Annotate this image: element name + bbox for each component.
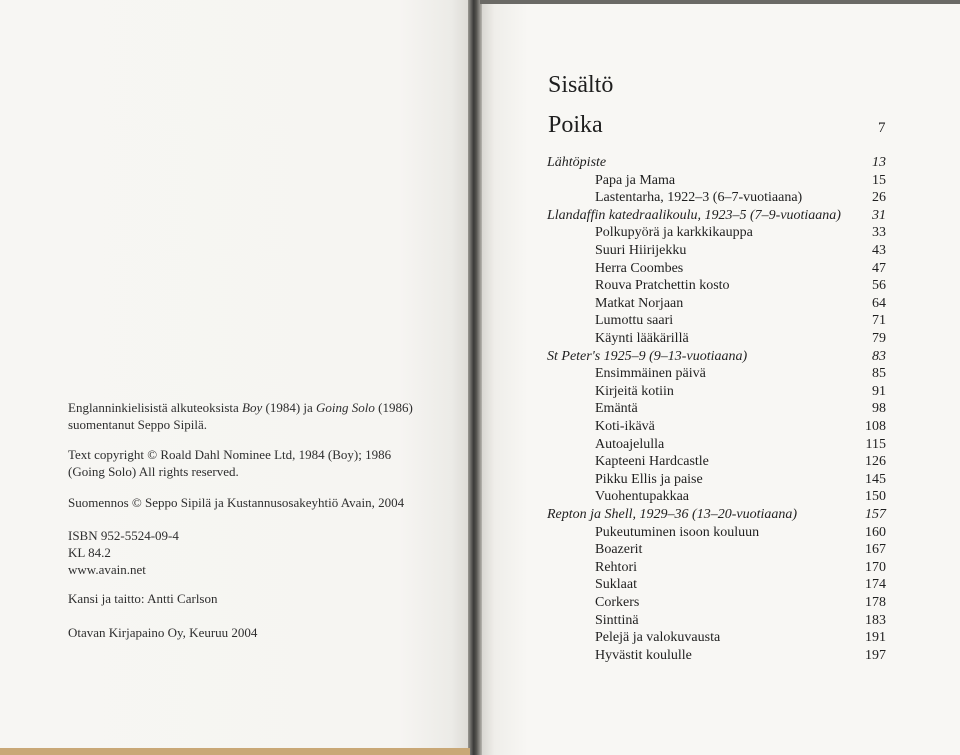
toc-entry-page: 160 bbox=[865, 524, 886, 540]
toc-chapter-row bbox=[595, 260, 886, 278]
toc-entry-label: Lastentarha, 1922–3 (6–7-vuotiaana) bbox=[595, 190, 803, 206]
toc-chapter-row bbox=[595, 418, 886, 436]
toc-entry-label: Matkat Norjaan bbox=[595, 295, 684, 311]
toc-entry-label: Rehtori bbox=[595, 559, 637, 575]
toc-entry-label: Kirjeitä kotiin bbox=[595, 383, 674, 399]
toc-chapter-row bbox=[595, 189, 886, 207]
toc-entry-page: 191 bbox=[865, 630, 886, 646]
toc-chapter-row bbox=[595, 330, 886, 348]
toc-entry-label: Suuri Hiirijekku bbox=[595, 243, 687, 258]
toc-chapter-row bbox=[595, 559, 886, 577]
toc-section-row bbox=[547, 506, 886, 524]
toc-entry-label: Pukeutuminen isoon kouluun bbox=[595, 524, 760, 540]
toc-entry-page: 64 bbox=[872, 295, 886, 311]
toc-chapter-row bbox=[595, 295, 886, 313]
toc-chapter-row bbox=[595, 400, 886, 418]
toc-chapter-row bbox=[595, 172, 886, 190]
isbn: ISBN 952-5524-09-4 bbox=[68, 528, 179, 543]
toc-entry-label: Vuohentupakkaa bbox=[595, 489, 690, 505]
toc-entry-label: Repton ja Shell, 1929–36 (13–20-vuotiaana) bbox=[547, 507, 798, 522]
toc-entry-label: Polkupyörä ja karkkikauppa bbox=[595, 225, 753, 241]
toc-entry-page: 167 bbox=[865, 542, 886, 558]
part-title: Poika bbox=[548, 112, 603, 138]
toc-section-row bbox=[547, 154, 886, 172]
translation-year-1: (1984) ja bbox=[262, 400, 317, 415]
toc-chapter-row bbox=[595, 541, 886, 559]
toc-entry-label: Lumottu saari bbox=[595, 313, 674, 329]
toc-chapter-row bbox=[595, 488, 886, 506]
toc-entry-page: 115 bbox=[865, 436, 886, 452]
toc-entry-page: 91 bbox=[872, 383, 886, 399]
publisher-website: www.avain.net bbox=[68, 562, 146, 577]
toc-entry-label: Kapteeni Hardcastle bbox=[595, 454, 709, 470]
copyright-line-2: (Going Solo) All rights reserved. bbox=[68, 464, 239, 479]
translation-year-2: (1986) bbox=[374, 400, 413, 415]
toc-entry-label: Rouva Pratchettin kosto bbox=[595, 278, 730, 294]
toc-entry-page: 145 bbox=[865, 471, 886, 487]
toc-entry-label: Hyvästit koululle bbox=[595, 647, 692, 663]
toc-entry-page: 183 bbox=[865, 612, 886, 628]
toc-entry-page: 83 bbox=[872, 348, 886, 364]
translator-line: suomentanut Seppo Sipilä. bbox=[68, 417, 208, 432]
translation-text: Englanninkielisistä alkuteoksista bbox=[68, 400, 243, 415]
part-page-number: 7 bbox=[878, 120, 886, 136]
toc-chapter-row bbox=[595, 647, 886, 665]
toc-entry-label: Boazerit bbox=[595, 542, 643, 558]
toc-chapter-row bbox=[595, 365, 886, 383]
toc-entry-label: Autoajelulla bbox=[595, 436, 665, 452]
toc-title: Sisältö bbox=[548, 72, 614, 98]
toc-entry-page: 15 bbox=[872, 172, 886, 188]
toc-entry-page: 31 bbox=[872, 207, 886, 223]
toc-entry-label: St Peter's 1925–9 (9–13-vuotiaana) bbox=[547, 348, 748, 364]
toc-entry-label: Ensimmäinen päivä bbox=[595, 366, 706, 382]
toc-chapter-row bbox=[595, 524, 886, 542]
toc-section-row bbox=[547, 348, 886, 366]
toc-chapter-row bbox=[595, 436, 886, 454]
original-title-boy: Boy bbox=[242, 400, 263, 415]
toc-chapter-row bbox=[595, 576, 886, 594]
toc-entry-page: 79 bbox=[872, 331, 886, 346]
toc-entry-page: 56 bbox=[872, 278, 886, 294]
toc-entry-page: 108 bbox=[865, 419, 886, 434]
toc-entry-page: 71 bbox=[872, 313, 886, 329]
toc-entry-label: Pelejä ja valokuvausta bbox=[595, 630, 721, 646]
toc-chapter-row bbox=[595, 453, 886, 471]
toc-entry-label: Suklaat bbox=[595, 577, 637, 593]
toc-entry-label: Llandaffin katedraalikoulu, 1923–5 (7–9-vuotiaana) bbox=[547, 207, 841, 223]
toc-chapter-row bbox=[595, 312, 886, 330]
finnish-rights-line: Suomennos © Seppo Sipilä ja Kustannusosakeyhtiö Avain, 2004 bbox=[68, 495, 405, 510]
toc-chapter-row bbox=[595, 594, 886, 612]
toc-entry-page: 157 bbox=[865, 507, 886, 522]
toc-entry-page: 13 bbox=[872, 155, 886, 170]
toc-entry-page: 85 bbox=[872, 366, 886, 382]
cover-designer: Kansi ja taitto: Antti Carlson bbox=[68, 591, 218, 606]
toc-entry-label: Koti-ikävä bbox=[595, 419, 655, 434]
toc-chapter-row bbox=[595, 629, 886, 647]
original-title-going-solo: Going Solo bbox=[316, 400, 375, 415]
toc-entry-page: 170 bbox=[865, 559, 886, 575]
printer-line: Otavan Kirjapaino Oy, Keuruu 2004 bbox=[68, 625, 258, 640]
toc-entry-page: 47 bbox=[872, 260, 886, 276]
toc-entry-label: Herra Coombes bbox=[595, 260, 684, 276]
toc-chapter-row bbox=[595, 383, 886, 401]
toc-entry-page: 98 bbox=[872, 401, 886, 417]
toc-chapter-row bbox=[595, 224, 886, 242]
toc-entry-page: 33 bbox=[872, 225, 886, 241]
toc-chapter-row bbox=[595, 471, 886, 489]
copyright-line-1: Text copyright © Roald Dahl Nominee Ltd, 1984 (Boy); 1986 bbox=[68, 447, 392, 462]
toc-entry-page: 178 bbox=[865, 595, 886, 610]
toc-section-row bbox=[547, 207, 886, 225]
toc-chapter-row bbox=[595, 612, 886, 630]
toc-chapter-row bbox=[595, 277, 886, 295]
toc-entry-label: Corkers bbox=[595, 595, 640, 610]
toc-entry-page: 126 bbox=[865, 454, 886, 470]
toc-entry-label: Emäntä bbox=[595, 401, 638, 417]
toc-entry-label: Sinttinä bbox=[595, 612, 639, 628]
toc-entry-label: Käynti lääkärillä bbox=[595, 331, 689, 346]
toc-entry-page: 174 bbox=[865, 577, 886, 593]
toc-entry-page: 197 bbox=[865, 647, 886, 663]
toc-entry-page: 26 bbox=[872, 190, 886, 206]
toc-chapter-row bbox=[595, 242, 886, 260]
toc-entry-page: 150 bbox=[865, 489, 886, 505]
toc-entry-label: Papa ja Mama bbox=[595, 172, 676, 188]
library-class: KL 84.2 bbox=[68, 545, 111, 560]
toc-entry-page: 43 bbox=[872, 243, 886, 258]
toc-entry-label: Pikku Ellis ja paise bbox=[595, 471, 703, 487]
toc-entry-label: Lähtöpiste bbox=[547, 155, 607, 170]
